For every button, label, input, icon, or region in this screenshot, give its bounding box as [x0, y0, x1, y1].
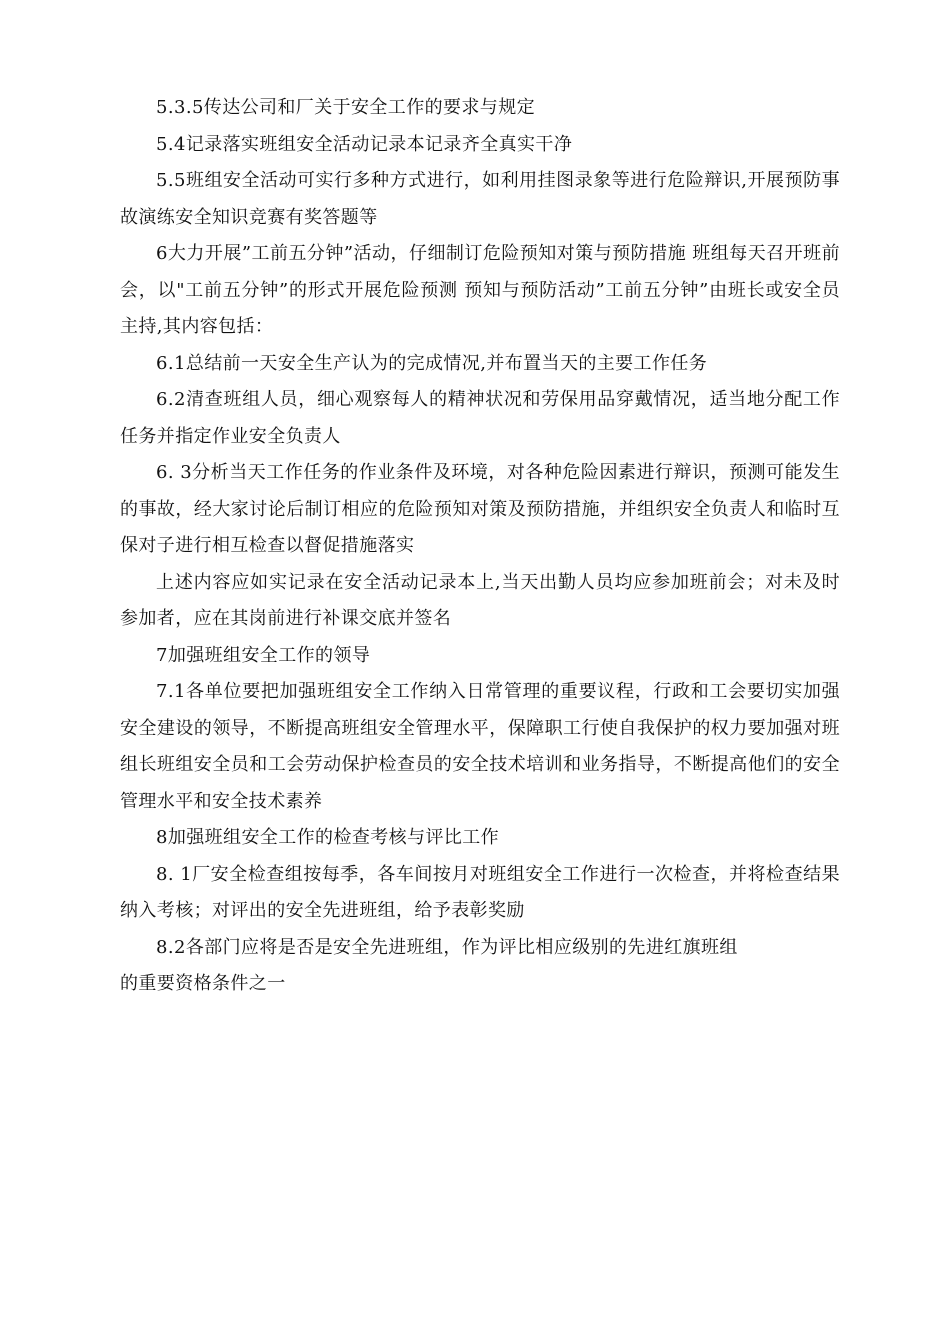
paragraph-5-4: 5.4记录落实班组安全活动记录本记录齐全真实干净	[156, 133, 573, 155]
paragraph-8-2: 8.2各部门应将是否是安全先进班组，作为评比相应级别的先进红旗班组	[156, 936, 738, 958]
paragraph-6: 6大力开展”工前五分钟”活动，仔细制订危险预知对策与预防措施 班组每天召开班前会，以"工前五分钟”的形式开展危险预测 预知与预防活动”工前五分钟”由班长或安全员主持,其内容包括：	[120, 243, 840, 337]
document-body	[120, 90, 840, 1003]
paragraph-record-note: 上述内容应如实记录在安全活动记录本上,当天出勤人员均应参加班前会；对未及时参加者，应在其岗前进行补课交底并签名	[120, 571, 840, 629]
paragraph-7: 7加强班组安全工作的领导	[156, 644, 371, 666]
paragraph-6-1: 6.1总结前一天安全生产认为的完成情况,并布置当天的主要工作任务	[156, 352, 708, 374]
paragraph-8-2-continued: 的重要资格条件之一	[120, 973, 286, 994]
paragraph-5-5: 5.5班组安全活动可实行多种方式进行，如利用挂图录象等进行危险辩识,开展预防事故演练安全知识竞赛有奖答题等	[120, 170, 840, 228]
paragraph-8: 8加强班组安全工作的检查考核与评比工作	[156, 827, 500, 848]
paragraph-7-1: 7.1各单位要把加强班组安全工作纳入日常管理的重要议程，行政和工会要切实加强安全建设的领导，不断提高班组安全管理水平，保障职工行使自我保护的权力要加强对班组长班组安全员和工会劳动保护检查员的安全技术培训和业务指导，不断提高他们的安全管理水平和安全技术素养	[120, 681, 840, 812]
paragraph-5-3-5: 5.3.5传达公司和厂关于安全工作的要求与规定	[156, 97, 535, 118]
paragraph-6-3: 6. 3分析当天工作任务的作业条件及环境，对各种危险因素进行辩识，预测可能发生的事故，经大家讨论后制订相应的危险预知对策及预防措施，并组织安全负责人和临时互保对子进行相互检查以督促措施落实	[120, 462, 840, 556]
paragraph-6-2: 6.2清查班组人员，细心观察每人的精神状况和劳保用品穿戴情况，适当地分配工作任务并指定作业安全负责人	[120, 389, 840, 447]
paragraph-8-1: 8. 1厂安全检查组按每季，各车间按月对班组安全工作进行一次检查，并将检查结果纳入考核；对评出的安全先进班组，给予表彰奖励	[120, 863, 840, 921]
